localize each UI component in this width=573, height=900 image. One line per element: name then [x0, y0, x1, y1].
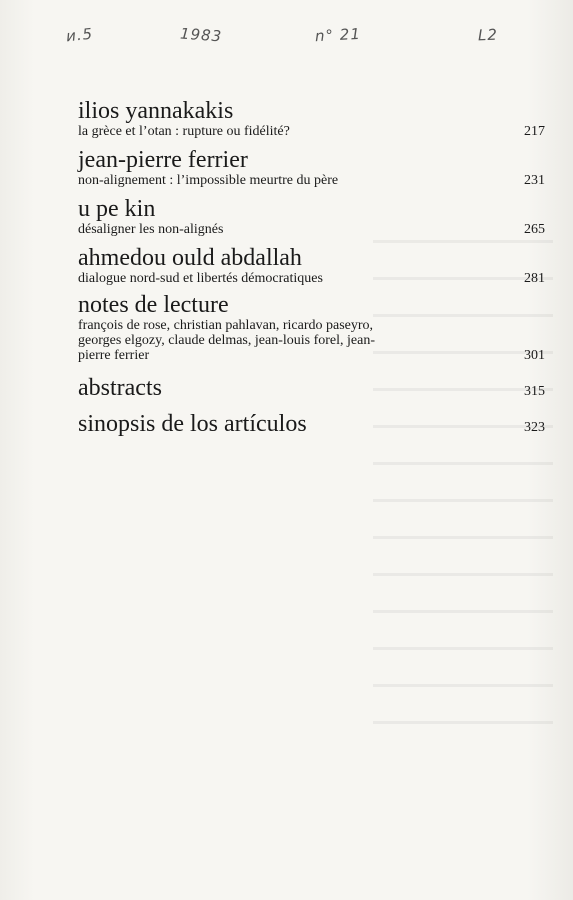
entry-title-line: georges elgozy, claude delmas, jean-louis forel, jean-	[78, 333, 375, 348]
entry-line	[78, 411, 545, 437]
handwritten-note-issue: n° 21	[314, 24, 362, 46]
toc-entry	[78, 147, 545, 188]
entry-page-number: 281	[524, 271, 545, 286]
entry-line	[78, 173, 545, 188]
entry-title: dialogue nord-sud et libertés démocratiques	[78, 271, 323, 286]
entry-line	[78, 124, 545, 139]
entry-title-line: françois de rose, christian pahlavan, ricardo paseyro,	[78, 318, 374, 333]
entry-author: ilios yannakakis	[78, 98, 234, 124]
entry-page-number: 265	[524, 222, 545, 237]
entry-author: sinopsis de los artículos	[78, 411, 307, 437]
toc-entry	[78, 411, 545, 437]
entry-line	[78, 271, 545, 286]
entry-author: abstracts	[78, 375, 162, 401]
handwritten-note-code: L2	[477, 25, 499, 45]
entry-title-line: pierre ferrier	[78, 348, 150, 363]
entry-page-number: 301	[524, 348, 545, 363]
toc-entry	[78, 245, 545, 286]
entry-title: désaligner les non-alignés	[78, 222, 224, 237]
toc-entry	[78, 98, 545, 139]
entry-author: notes de lecture	[78, 292, 229, 318]
entry-author: u pe kin	[78, 196, 156, 222]
entry-page-number: 231	[524, 173, 545, 188]
toc-entry	[78, 292, 545, 363]
handwritten-note-1: ᴎ.5	[65, 24, 94, 46]
table-of-contents	[78, 98, 545, 437]
entry-author: ahmedou ould abdallah	[78, 245, 302, 271]
entry-line	[78, 222, 545, 237]
entry-author: jean-pierre ferrier	[78, 147, 248, 173]
entry-line	[78, 348, 545, 363]
entry-page-number: 217	[524, 124, 545, 139]
toc-entry	[78, 196, 545, 237]
toc-entry	[78, 375, 545, 401]
entry-title: non-alignement : l’impossible meurtre du père	[78, 173, 339, 188]
entry-page-number: 323	[524, 420, 545, 435]
entry-title: la grèce et l’otan : rupture ou fidélité?	[78, 124, 290, 139]
entry-page-number: 315	[524, 384, 545, 399]
handwritten-note-year: 1983	[179, 24, 223, 46]
entry-line	[78, 375, 545, 401]
